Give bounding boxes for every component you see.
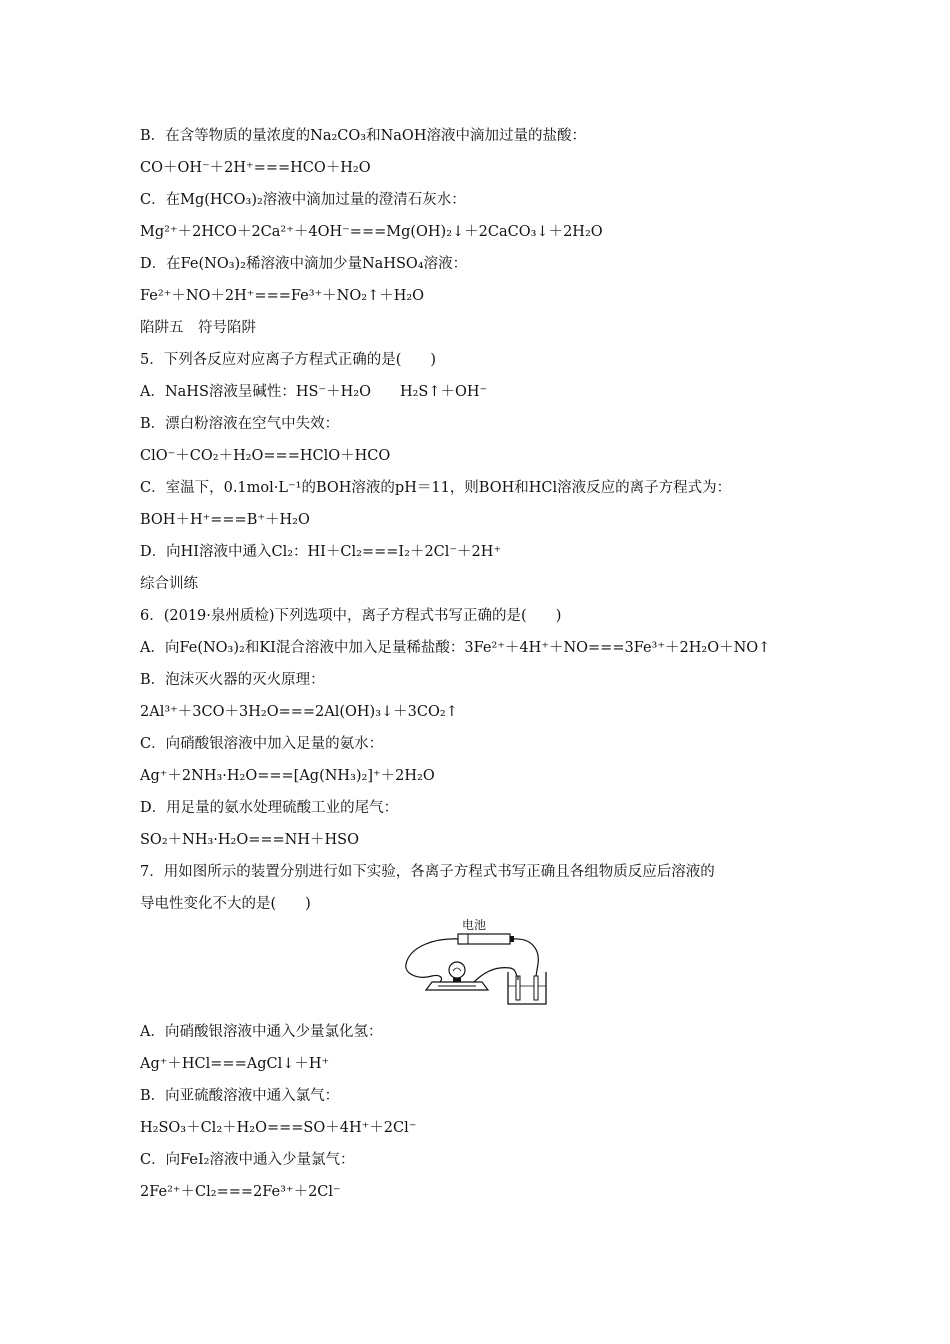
text-line: B．泡沫灭火器的灭火原理： [140,672,325,688]
equation-line: BOH＋H⁺===B⁺＋H₂O [140,512,310,528]
text-line: C．向硝酸银溶液中加入足量的氨水： [140,736,384,752]
equation-line: Ag⁺＋2NH₃·H₂O===[Ag(NH₃)₂]⁺＋2H₂O [140,768,435,784]
equation-line: ClO⁻＋CO₂＋H₂O===HClO＋HCO [140,448,391,464]
battery-label: 电池 [462,918,487,932]
equation-line: H₂SO₃＋Cl₂＋H₂O===SO＋4H⁺＋2Cl⁻ [140,1120,417,1136]
text-line: A．NaHS溶液呈碱性：HS⁻＋H₂O H₂S↑＋OH⁻ [140,384,488,400]
text-line: C．向FeI₂溶液中通入少量氯气： [140,1152,355,1168]
equation-line: 2Fe²⁺＋Cl₂===2Fe³⁺＋2Cl⁻ [140,1184,341,1200]
text-line: B．向亚硫酸溶液中通入氯气： [140,1088,340,1104]
question-7: 7．用如图所示的装置分别进行如下实验，各离子方程式书写正确且各组物质反应后溶液的 [140,864,715,880]
text-line: C．室温下，0.1mol·L⁻¹的BOH溶液的pH＝11，则BOH和HCl溶液反应的离子方程式为： [140,480,732,496]
battery-icon [458,934,514,944]
question-5: 5．下列各反应对应离子方程式正确的是( ) [140,352,437,368]
bulb-icon [449,962,465,983]
equation-line: Mg²⁺＋2HCO＋2Ca²⁺＋4OH⁻===Mg(OH)₂↓＋2CaCO₃↓＋2H₂O [140,224,603,240]
section-heading: 陷阱五 符号陷阱 [140,320,256,336]
equation-line: Ag⁺＋HCl===AgCl↓＋H⁺ [140,1056,330,1072]
text-line: C．在Mg(HCO₃)₂溶液中滴加过量的澄清石灰水： [140,192,466,208]
section-heading: 综合训练 [140,576,198,592]
text-line: B．在含等物质的量浓度的Na₂CO₃和NaOH溶液中滴加过量的盐酸： [140,128,586,144]
text-line: D．向HI溶液中通入Cl₂：HI＋Cl₂===I₂＋2Cl⁻＋2H⁺ [140,544,502,560]
switch-board-icon [426,982,488,990]
text-line: D．在Fe(NO₃)₂稀溶液中滴加少量NaHSO₄溶液： [140,256,468,272]
text-line: B．漂白粉溶液在空气中失效： [140,416,340,432]
equation-line: SO₂＋NH₃·H₂O===NH＋HSO [140,832,359,848]
equation-line: Fe²⁺＋NO＋2H⁺===Fe³⁺＋NO₂↑＋H₂O [140,288,425,304]
question-6: 6．(2019·泉州质检)下列选项中，离子方程式书写正确的是( ) [140,608,562,624]
text-line: A．向硝酸银溶液中通入少量氯化氢： [140,1024,383,1040]
text-line: A．向Fe(NO₃)₂和KI混合溶液中加入足量稀盐酸：3Fe²⁺＋4H⁺＋NO===3Fe³⁺＋2H₂O＋NO↑ [140,640,771,656]
text-line: D．用足量的氨水处理硫酸工业的尾气： [140,800,399,816]
equation-line: 2Al³⁺＋3CO＋3H₂O===2Al(OH)₃↓＋3CO₂↑ [140,704,458,720]
text-line: 导电性变化不大的是( ) [140,896,311,912]
equation-line: CO＋OH⁻＋2H⁺===HCO＋H₂O [140,160,371,176]
circuit-diagram [400,916,550,1008]
